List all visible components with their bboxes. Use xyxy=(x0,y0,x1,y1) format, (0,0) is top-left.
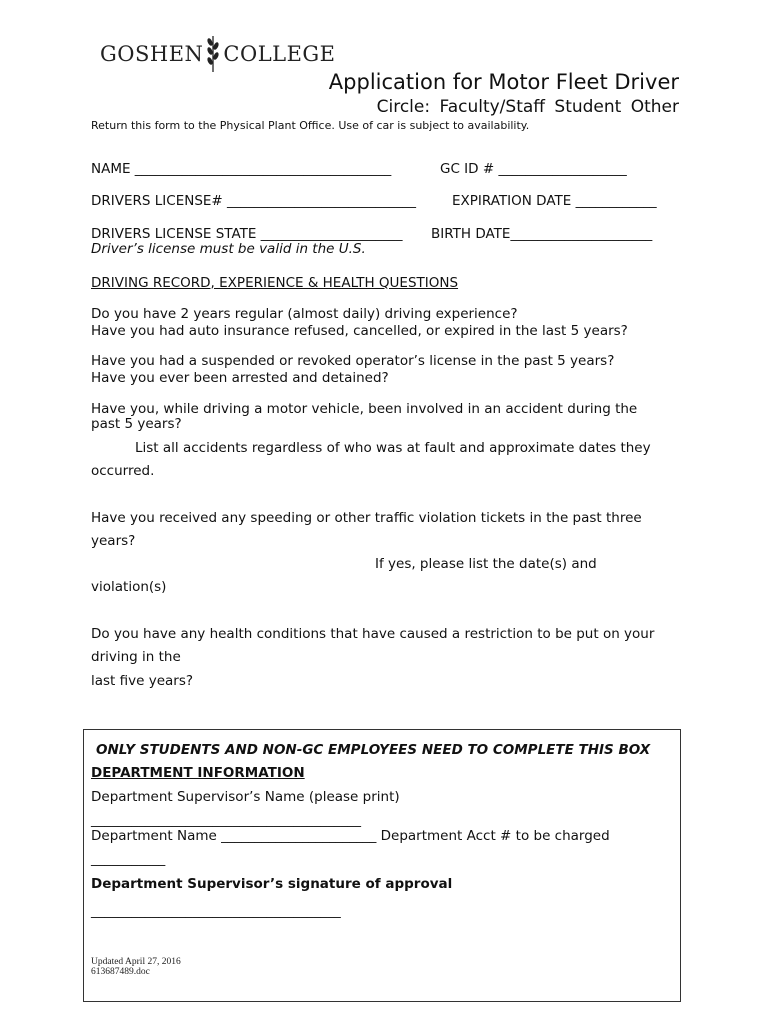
license-state-field[interactable]: DRIVERS LICENSE STATE _____________________ xyxy=(91,226,403,242)
olive-branch-icon xyxy=(205,34,221,74)
department-info-heading: DEPARTMENT INFORMATION xyxy=(91,765,305,781)
license-note: Driver’s license must be valid in the U.S. xyxy=(91,241,366,257)
supervisor-name-label: Department Supervisor’s Name (please print) xyxy=(91,789,400,805)
drivers-license-field[interactable]: DRIVERS LICENSE# ____________________________ xyxy=(91,193,417,209)
question-accident-line1: Have you, while driving a motor vehicle, been involved in an accident during the xyxy=(91,401,638,417)
department-name-field[interactable]: Department Name _______________________ Department Acct # to be charged xyxy=(91,828,610,844)
question-suspended-license: Have you had a suspended or revoked operator’s license in the past 5 years? xyxy=(91,353,615,369)
signature-label: Department Supervisor’s signature of approval xyxy=(91,876,453,892)
name-field[interactable]: NAME ______________________________________ xyxy=(91,161,392,177)
question-tickets-line4: violation(s) xyxy=(91,579,167,595)
instructions: Return this form to the Physical Plant Office. Use of car is subject to availability. xyxy=(91,119,530,132)
department-acct-field[interactable]: ___________ xyxy=(91,851,166,867)
form-title: Application for Motor Fleet Driver xyxy=(328,70,679,94)
updated-date: Updated April 27, 2016 xyxy=(91,957,181,967)
question-health-line1: Do you have any health conditions that have caused a restriction to be put on your xyxy=(91,626,655,642)
document-filename: 613687489.doc xyxy=(91,967,150,977)
birth-date-field[interactable]: BIRTH DATE_____________________ xyxy=(431,226,653,242)
question-health-line2: driving in the xyxy=(91,649,181,665)
section-heading: DRIVING RECORD, EXPERIENCE & HEALTH QUESTIONS xyxy=(91,275,459,291)
question-tickets-line2: years? xyxy=(91,533,136,549)
expiration-date-field[interactable]: EXPIRATION DATE ____________ xyxy=(452,193,657,209)
logo-text-right: COLLEGE xyxy=(223,42,336,66)
supervisor-name-field[interactable]: ________________________________________ xyxy=(91,812,361,828)
question-tickets-line3: If yes, please list the date(s) and xyxy=(375,556,597,572)
question-health-line3: last five years? xyxy=(91,673,194,689)
gc-id-field[interactable]: GC ID # ___________________ xyxy=(440,161,627,177)
question-accident-line4: occurred. xyxy=(91,463,155,479)
box-heading: ONLY STUDENTS AND NON-GC EMPLOYEES NEED TO COMPLETE THIS BOX xyxy=(96,742,651,758)
question-arrested: Have you ever been arrested and detained? xyxy=(91,370,389,386)
question-accident-line3: List all accidents regardless of who was at fault and approximate dates they xyxy=(135,440,651,456)
circle-options: Circle: Faculty/Staff Student Other xyxy=(376,97,679,117)
question-insurance: Have you had auto insurance refused, cancelled, or expired in the last 5 years? xyxy=(91,323,628,339)
question-accident-line2: past 5 years? xyxy=(91,416,182,432)
question-tickets-line1: Have you received any speeding or other traffic violation tickets in the past three xyxy=(91,510,642,526)
signature-field[interactable]: _____________________________________ xyxy=(91,903,341,919)
question-driving-experience: Do you have 2 years regular (almost daily) driving experience? xyxy=(91,306,518,322)
college-logo xyxy=(100,34,336,74)
logo-text-left: GOSHEN xyxy=(100,42,204,66)
